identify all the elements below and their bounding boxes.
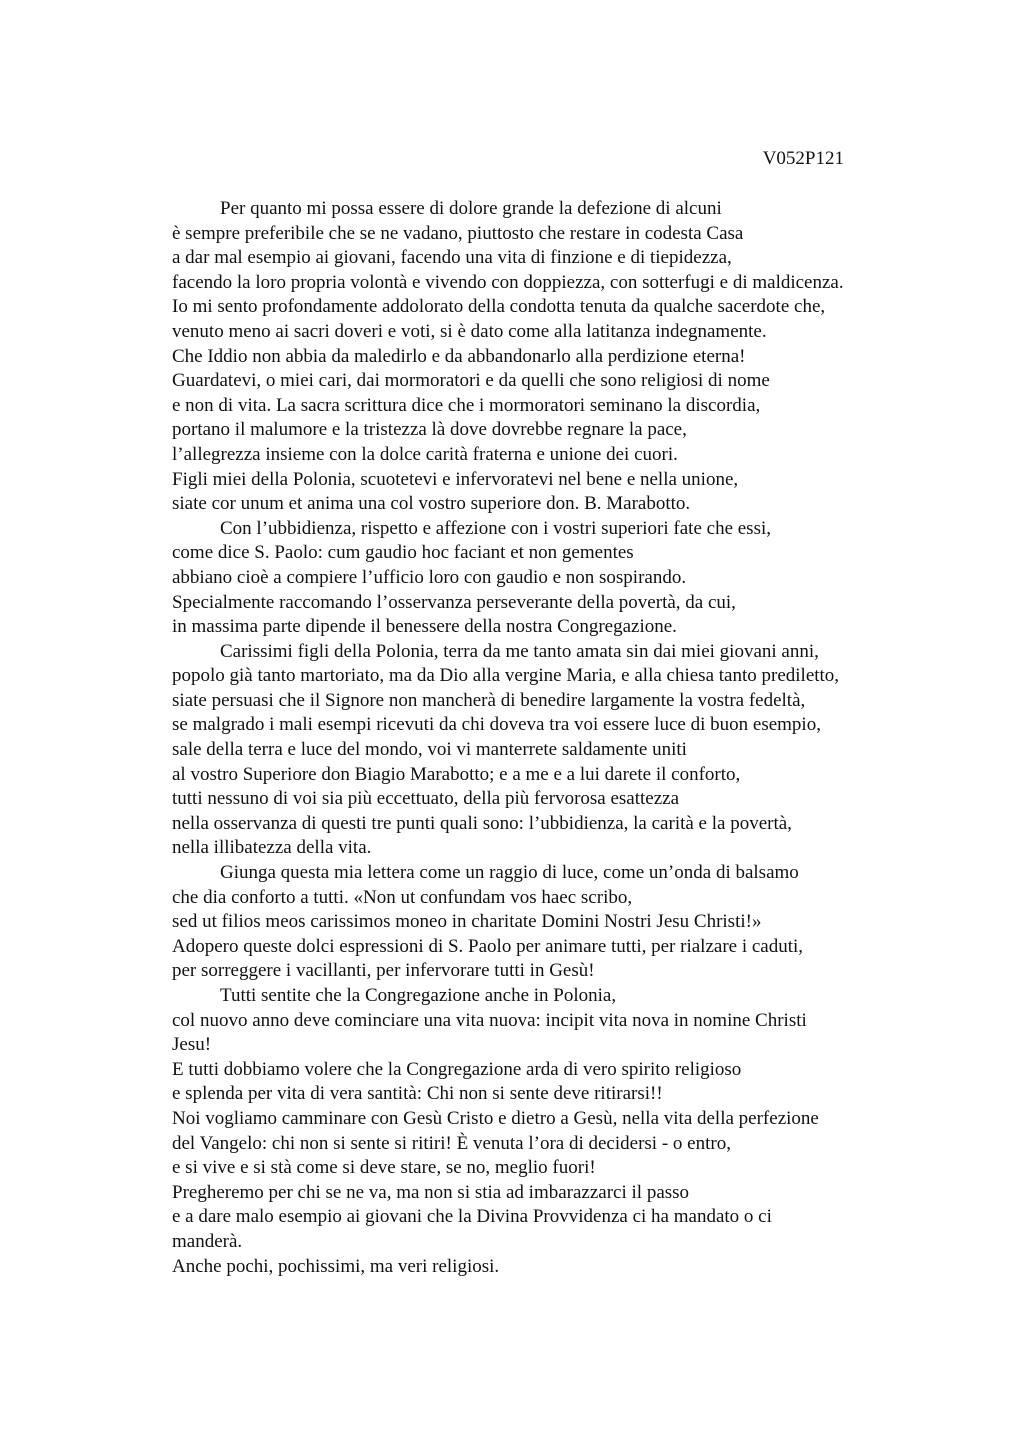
text-line: siate persuasi che il Signore non mancherà di benedire largamente la vostra fedeltà, (172, 689, 806, 711)
text-line: Specialmente raccomando l’osservanza perseverante della povertà, da cui, (172, 591, 736, 613)
text-line: Tutti sentite che la Congregazione anche in Polonia, (220, 985, 617, 1006)
text-line: Guardatevi, o miei cari, dai mormoratori e da quelli che sono religiosi di nome (172, 370, 770, 392)
text-line: Anche pochi, pochissimi, ma veri religiosi. (172, 1255, 500, 1277)
page-reference: V052P121 (762, 148, 844, 169)
text-line: se malgrado i mali esempi ricevuti da chi doveva tra voi essere luce di buon esempio, (172, 714, 821, 736)
text-line: E tutti dobbiamo volere che la Congregazione arda di vero spirito religioso (172, 1058, 742, 1080)
text-line: Carissimi figli della Polonia, terra da me tanto amata sin dai miei giovani anni, (220, 640, 819, 662)
text-line: sed ut filios meos carissimos moneo in charitate Domini Nostri Jesu Christi!» (172, 911, 762, 933)
text-line: col nuovo anno deve cominciare una vita nuova: incipit vita nova in nomine Christi (172, 1009, 807, 1031)
text-line: Che Iddio non abbia da maledirlo e da abbandonarlo alla perdizione eterna! (172, 345, 746, 367)
text-line: in massima parte dipende il benessere della nostra Congregazione. (172, 616, 677, 638)
text-line: è sempre preferibile che se ne vadano, piuttosto che restare in codesta Casa (172, 222, 744, 244)
letter-body (172, 197, 932, 1279)
text-line: Giunga questa mia lettera come un raggio di luce, come un’onda di balsamo (220, 862, 799, 884)
text-line: abbiano cioè a compiere l’ufficio loro con gaudio e non sospirando. (172, 566, 687, 588)
text-line: Pregheremo per chi se ne va, ma non si stia ad imbarazzarci il passo (172, 1181, 690, 1203)
text-line: portano il malumore e la tristezza là dove dovrebbe regnare la pace, (172, 419, 687, 441)
text-line: venuto meno ai sacri doveri e voti, si è dato come alla latitanza indegnamente. (172, 320, 767, 342)
text-line: siate cor unum et anima una col vostro superiore don. B. Marabotto. (172, 493, 691, 515)
text-line: sale della terra e luce del mondo, voi vi manterrete saldamente uniti (172, 739, 687, 761)
text-line: e splenda per vita di vera santità: Chi non si sente deve ritirarsi!! (172, 1083, 663, 1105)
text-line: facendo la loro propria volontà e vivendo con doppiezza, con sotterfugi e di maldicenza. (172, 271, 844, 293)
text-line: a dar mal esempio ai giovani, facendo una vita di finzione e di tiepidezza, (172, 247, 732, 269)
text-line: tutti nessuno di voi sia più eccettuato, della più fervorosa esattezza (172, 788, 680, 810)
text-line: Per quanto mi possa essere di dolore grande la defezione di alcuni (220, 198, 722, 219)
text-line: Noi vogliamo camminare con Gesù Cristo e dietro a Gesù, nella vita della perfezione (172, 1107, 819, 1129)
text-line: popolo già tanto martoriato, ma da Dio alla vergine Maria, e alla chiesa tanto prediletto, (172, 665, 840, 687)
text-line: del Vangelo: chi non si sente si ritiri! È venuta l’ora di decidersi - o entro, (172, 1132, 731, 1154)
text-line: come dice S. Paolo: cum gaudio hoc faciant et non gementes (172, 542, 634, 564)
text-line: e si vive e si stà come si deve stare, se no, meglio fuori! (172, 1157, 596, 1179)
text-line: manderà. (172, 1230, 243, 1252)
text-line: Io mi sento profondamente addolorato della condotta tenuta da qualche sacerdote che, (172, 296, 826, 318)
text-line: Con l’ubbidienza, rispetto e affezione con i vostri superiori fate che essi, (220, 517, 771, 539)
text-line: al vostro Superiore don Biagio Marabotto; e a me e a lui darete il conforto, (172, 763, 741, 785)
text-line: Jesu! (172, 1034, 212, 1056)
text-line: Adopero queste dolci espressioni di S. Paolo per animare tutti, per rialzare i caduti, (172, 935, 804, 957)
text-line: Figli miei della Polonia, scuotetevi e infervoratevi nel bene e nella unione, (172, 468, 739, 490)
text-line: nella osservanza di questi tre punti quali sono: l’ubbidienza, la carità e la povertà, (172, 812, 792, 834)
text-line: nella illibatezza della vita. (172, 837, 372, 859)
text-line: per sorreggere i vacillanti, per infervorare tutti in Gesù! (172, 960, 595, 982)
text-line: l’allegrezza insieme con la dolce carità fraterna e unione dei cuori. (172, 443, 678, 465)
text-line: e a dare malo esempio ai giovani che la Divina Provvidenza ci ha mandato o ci (172, 1206, 772, 1228)
text-line: e non di vita. La sacra scrittura dice che i mormoratori seminano la discordia, (172, 394, 761, 416)
text-line: che dia conforto a tutti. «Non ut confundam vos haec scribo, (172, 886, 633, 908)
